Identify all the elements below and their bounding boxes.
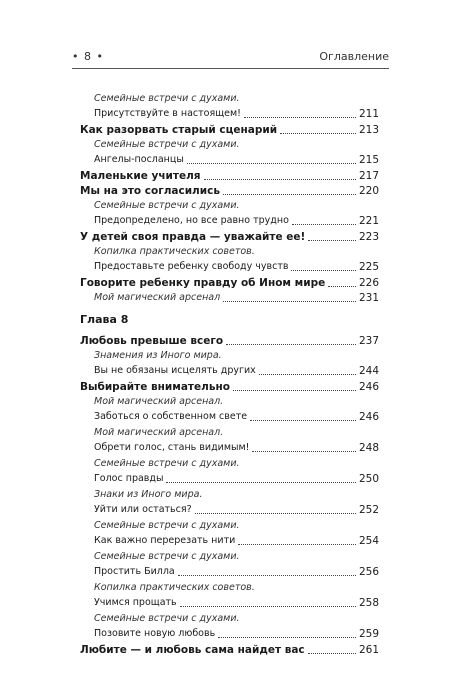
dot-leader [204,179,356,180]
dot-leader [308,653,356,654]
dot-leader [180,606,356,607]
dot-leader [218,637,356,638]
header-title: Оглавление [319,50,389,63]
dot-leader [195,513,356,514]
toc-entry-line [80,503,379,517]
dot-leader [308,240,356,241]
toc-entry-page: 246 [358,411,379,423]
toc-entry-title: Мой магический арсенал [94,292,221,303]
toc-entry-page: 226 [358,277,379,289]
toc-entry-page: 223 [358,231,379,243]
toc-entry-line [80,230,379,244]
toc-entry-title: Любовь превыше всего [80,335,224,347]
toc-entry-line [80,565,379,579]
toc-entry-page: 248 [358,442,379,454]
toc-entry-label: Копилка практических советов. [94,246,255,257]
toc-entry-title: Любите — и любовь сама найдет вас [80,644,305,656]
toc-entry-label: Копилка практических советов. [94,582,255,593]
running-header [72,50,389,66]
toc-entry-title: Мы на это согласились [80,185,220,197]
toc-entry-line [80,123,379,137]
dot-leader [292,224,356,225]
toc-entry-label: Семейные встречи с духами. [94,613,240,624]
dot-leader [223,301,356,302]
page-number: • 8 • [72,50,104,63]
toc-entry-page: 244 [358,365,379,377]
dot-leader [291,270,356,271]
toc-entry-line [80,380,379,394]
toc-entry-page: 254 [358,535,379,547]
dot-leader [226,344,356,345]
toc-entry-label: Семейные встречи с духами. [94,200,240,211]
dot-leader [252,451,355,452]
dot-leader [328,286,356,287]
toc-entry-label: Семейные встречи с духами. [94,139,240,150]
toc-entry-page: 237 [358,335,379,347]
toc-entry-page: 258 [358,597,379,609]
toc-entry-label: Семейные встречи с духами. [94,551,240,562]
toc-entry-title: Учимся прощать [94,597,177,608]
toc-entry-title: Уйти или остаться? [94,504,192,515]
toc-entry-page: 225 [358,261,379,273]
toc-entry-line [80,169,379,183]
toc-entry-label: Семейные встречи с духами. [94,458,240,469]
toc-entry-line [80,441,379,455]
toc-entry-title: Маленькие учителя [80,170,201,182]
toc-entry-line [80,184,379,198]
dot-leader [187,163,356,164]
toc-entry-title: Выбирайте внимательно [80,381,230,393]
toc-entry-title: Как разорвать старый сценарий [80,124,278,136]
toc-entry-page: 250 [358,473,379,485]
toc-entry-label: Мой магический арсенал. [94,396,224,407]
toc-entry-title: Позовите новую любовь [94,628,216,639]
toc-entry-line [80,643,379,657]
toc-entry-line [80,534,379,548]
toc-entry-page: 220 [358,185,379,197]
toc-entry-line [80,596,379,610]
toc-entry-line [80,334,379,348]
dot-leader [280,133,356,134]
toc-entry-title: У детей своя правда — уважайте ее! [80,231,306,243]
toc-entry-title: Заботься о собственном свете [94,411,248,422]
toc-entry-line [80,153,379,167]
toc-entry-line [80,364,379,378]
toc-entry-page: 256 [358,566,379,578]
toc-entry-label: Мой магический арсенал. [94,427,224,438]
toc-entry-page: 231 [358,292,379,304]
toc-entry-page: 215 [358,154,379,166]
toc-entry-page: 221 [358,215,379,227]
toc-entry-title: Ангелы-посланцы [94,154,184,165]
dot-leader [259,374,356,375]
toc-entry-page: 261 [358,644,379,656]
toc-entry-title: Голос правды [94,473,164,484]
toc-entry-line [80,276,379,290]
dot-leader [178,575,356,576]
toc-entry-title: Говорите ребенку правду об Ином мире [80,277,326,289]
toc-entry-title: Вы не обязаны исцелять других [94,365,256,376]
dot-leader [238,544,356,545]
toc-entry-line [80,291,379,305]
toc-entry-line [80,214,379,228]
toc-entry-label: Семейные встречи с духами. [94,520,240,531]
toc-entry-label: Знамения из Иного мира. [94,350,222,361]
dot-leader [166,482,355,483]
toc-entry-title: Как важно перерезать нити [94,535,236,546]
toc-entry-label: Знаки из Иного мира. [94,489,203,500]
toc-entry-title: Обрети голос, стань видимым! [94,442,250,453]
dot-leader [233,390,356,391]
toc-entry-label: Семейные встречи с духами. [94,93,240,104]
toc-entry-page: 259 [358,628,379,640]
toc-entry-page: 213 [358,124,379,136]
dot-leader [250,420,356,421]
toc-entry-title: Присутствуйте в настоящем! [94,108,241,119]
toc-entry-line [80,260,379,274]
dot-leader [244,117,356,118]
toc-entry-page: 211 [358,108,379,120]
chapter-heading: Глава 8 [80,313,129,326]
toc-entry-line [80,627,379,641]
toc-entry-page: 217 [358,170,379,182]
toc-entry-page: 252 [358,504,379,516]
toc-entry-line [80,107,379,121]
dot-leader [223,194,356,195]
toc-entry-title: Предопределено, но все равно трудно [94,215,289,226]
toc-entry-title: Предоставьте ребенку свободу чувств [94,261,289,272]
toc-entry-title: Простить Билла [94,566,175,577]
toc-entry-page: 246 [358,381,379,393]
header-rule [72,68,389,69]
toc-entry-line [80,410,379,424]
toc-entry-line [80,472,379,486]
